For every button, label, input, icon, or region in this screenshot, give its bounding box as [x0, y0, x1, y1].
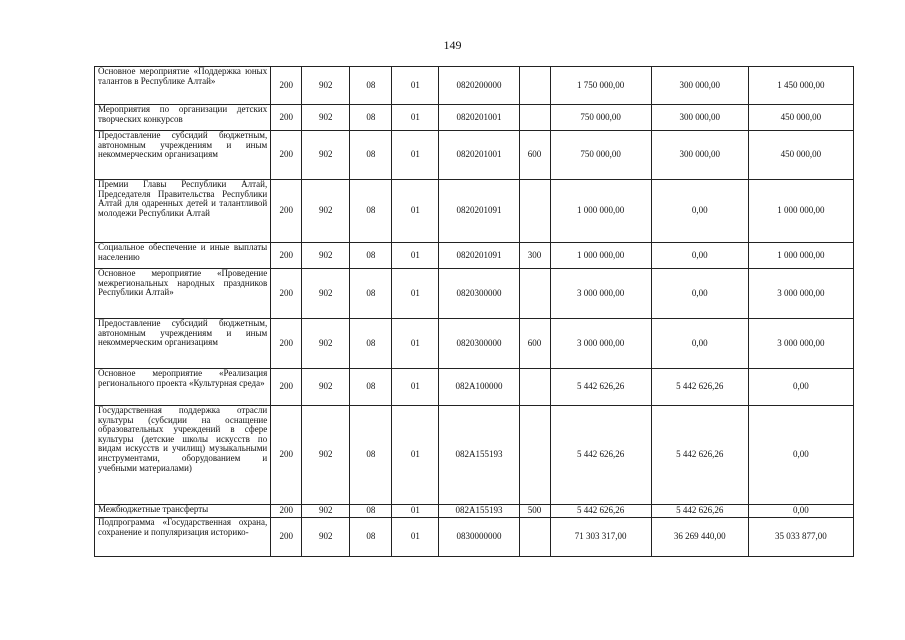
amount-regional-cell: 1 450 000,00	[748, 67, 853, 105]
amount-regional-cell: 1 000 000,00	[748, 243, 853, 269]
subchapter-code-cell: 01	[392, 105, 439, 131]
ministry-code-cell: 902	[302, 369, 350, 406]
ministry-code-cell: 902	[302, 319, 350, 369]
item-name-cell: Мероприятия по организации детских творческих конкурсов	[95, 105, 271, 131]
amount-total-cell: 5 442 626,26	[550, 406, 651, 505]
expense-type-cell: 600	[519, 319, 550, 369]
amount-regional-cell: 0,00	[748, 505, 853, 518]
amount-federal-cell: 300 000,00	[651, 105, 748, 131]
ministry-code-cell: 902	[302, 406, 350, 505]
target-article-cell: 0820300000	[439, 319, 519, 369]
table-row	[95, 518, 854, 557]
target-article-cell: 0820200000	[439, 67, 519, 105]
amount-total-cell: 5 442 626,26	[550, 505, 651, 518]
amount-regional-cell: 3 000 000,00	[748, 319, 853, 369]
amount-regional-cell: 0,00	[748, 406, 853, 505]
ministry-code-cell: 902	[302, 243, 350, 269]
target-article-cell: 0820201091	[439, 243, 519, 269]
section-code-cell: 200	[271, 369, 302, 406]
subchapter-code-cell: 01	[392, 180, 439, 243]
amount-total-cell: 1 000 000,00	[550, 243, 651, 269]
amount-total-cell: 3 000 000,00	[550, 269, 651, 319]
amount-regional-cell: 450 000,00	[748, 105, 853, 131]
item-name-cell: Социальное обеспечение и иные выплаты населению	[95, 243, 271, 269]
item-name-cell: Государственная поддержка отрасли культуры (субсидии на оснащение образовательных учреждений в сфере культуры (детские школы искусств по видам искусств и училищ) музыкальными инструментами, оборудованием и учебными материалами)	[95, 406, 271, 505]
item-name-cell: Основное мероприятие «Поддержка юных талантов в Республике Алтай»	[95, 67, 271, 105]
subchapter-code-cell: 01	[392, 406, 439, 505]
chapter-code-cell: 08	[350, 105, 392, 131]
section-code-cell: 200	[271, 67, 302, 105]
target-article-cell: 082A155193	[439, 406, 519, 505]
chapter-code-cell: 08	[350, 406, 392, 505]
amount-federal-cell: 36 269 440,00	[651, 518, 748, 557]
expense-type-cell	[519, 518, 550, 557]
subchapter-code-cell: 01	[392, 269, 439, 319]
subchapter-code-cell: 01	[392, 369, 439, 406]
chapter-code-cell: 08	[350, 518, 392, 557]
ministry-code-cell: 902	[302, 180, 350, 243]
section-code-cell: 200	[271, 105, 302, 131]
table-row	[95, 131, 854, 180]
item-name-cell: Межбюджетные трансферты	[95, 505, 271, 518]
section-code-cell: 200	[271, 406, 302, 505]
table-row	[95, 505, 854, 518]
chapter-code-cell: 08	[350, 243, 392, 269]
amount-federal-cell: 300 000,00	[651, 131, 748, 180]
subchapter-code-cell: 01	[392, 243, 439, 269]
target-article-cell: 082A155193	[439, 505, 519, 518]
chapter-code-cell: 08	[350, 67, 392, 105]
item-name-cell: Основное мероприятие «Реализация регионального проекта «Культурная среда»	[95, 369, 271, 406]
chapter-code-cell: 08	[350, 505, 392, 518]
amount-federal-cell: 300 000,00	[651, 67, 748, 105]
table-row	[95, 243, 854, 269]
amount-federal-cell: 0,00	[651, 319, 748, 369]
subchapter-code-cell: 01	[392, 131, 439, 180]
subchapter-code-cell: 01	[392, 518, 439, 557]
section-code-cell: 200	[271, 505, 302, 518]
budget-table	[94, 66, 854, 557]
expense-type-cell	[519, 369, 550, 406]
expense-type-cell	[519, 269, 550, 319]
amount-total-cell: 71 303 317,00	[550, 518, 651, 557]
ministry-code-cell: 902	[302, 105, 350, 131]
expense-type-cell	[519, 67, 550, 105]
amount-regional-cell: 0,00	[748, 369, 853, 406]
page-number: 149	[443, 38, 462, 52]
table-row	[95, 269, 854, 319]
amount-total-cell: 1 750 000,00	[550, 67, 651, 105]
expense-type-cell: 500	[519, 505, 550, 518]
section-code-cell: 200	[271, 131, 302, 180]
section-code-cell: 200	[271, 180, 302, 243]
ministry-code-cell: 902	[302, 131, 350, 180]
amount-total-cell: 750 000,00	[550, 105, 651, 131]
chapter-code-cell: 08	[350, 369, 392, 406]
item-name-cell: Подпрограмма «Государственная охрана, сохранение и популяризация историко-	[95, 518, 271, 557]
ministry-code-cell: 902	[302, 505, 350, 518]
target-article-cell: 0820201001	[439, 105, 519, 131]
section-code-cell: 200	[271, 243, 302, 269]
amount-regional-cell: 3 000 000,00	[748, 269, 853, 319]
item-name-cell: Предоставление субсидий бюджетным, автономным учреждениям и иным некоммерческим организациям	[95, 319, 271, 369]
amount-total-cell: 5 442 626,26	[550, 369, 651, 406]
ministry-code-cell: 902	[302, 269, 350, 319]
target-article-cell: 0820300000	[439, 269, 519, 319]
table-row	[95, 319, 854, 369]
amount-regional-cell: 1 000 000,00	[748, 180, 853, 243]
expense-type-cell: 300	[519, 243, 550, 269]
subchapter-code-cell: 01	[392, 67, 439, 105]
table-row	[95, 180, 854, 243]
amount-regional-cell: 35 033 877,00	[748, 518, 853, 557]
table-row	[95, 369, 854, 406]
ministry-code-cell: 902	[302, 518, 350, 557]
chapter-code-cell: 08	[350, 269, 392, 319]
amount-federal-cell: 5 442 626,26	[651, 406, 748, 505]
table-row	[95, 105, 854, 131]
section-code-cell: 200	[271, 518, 302, 557]
amount-regional-cell: 450 000,00	[748, 131, 853, 180]
subchapter-code-cell: 01	[392, 505, 439, 518]
item-name-cell: Предоставление субсидий бюджетным, автономным учреждениям и иным некоммерческим организациям	[95, 131, 271, 180]
amount-federal-cell: 0,00	[651, 269, 748, 319]
ministry-code-cell: 902	[302, 67, 350, 105]
table-row	[95, 67, 854, 105]
target-article-cell: 0820201091	[439, 180, 519, 243]
chapter-code-cell: 08	[350, 180, 392, 243]
target-article-cell: 082A100000	[439, 369, 519, 406]
amount-total-cell: 750 000,00	[550, 131, 651, 180]
amount-federal-cell: 0,00	[651, 243, 748, 269]
amount-federal-cell: 0,00	[651, 180, 748, 243]
expense-type-cell	[519, 406, 550, 505]
section-code-cell: 200	[271, 319, 302, 369]
chapter-code-cell: 08	[350, 319, 392, 369]
target-article-cell: 0830000000	[439, 518, 519, 557]
table-row	[95, 406, 854, 505]
item-name-cell: Основное мероприятие «Проведение межрегиональных народных праздников Республики Алтай»	[95, 269, 271, 319]
amount-federal-cell: 5 442 626,26	[651, 369, 748, 406]
expense-type-cell	[519, 105, 550, 131]
amount-total-cell: 1 000 000,00	[550, 180, 651, 243]
expense-type-cell: 600	[519, 131, 550, 180]
item-name-cell: Премии Главы Республики Алтай, Председателя Правительства Республики Алтай для одаренных детей и талантливой молодежи Республики Алтай	[95, 180, 271, 243]
expense-type-cell	[519, 180, 550, 243]
section-code-cell: 200	[271, 269, 302, 319]
target-article-cell: 0820201001	[439, 131, 519, 180]
subchapter-code-cell: 01	[392, 319, 439, 369]
chapter-code-cell: 08	[350, 131, 392, 180]
amount-total-cell: 3 000 000,00	[550, 319, 651, 369]
amount-federal-cell: 5 442 626,26	[651, 505, 748, 518]
